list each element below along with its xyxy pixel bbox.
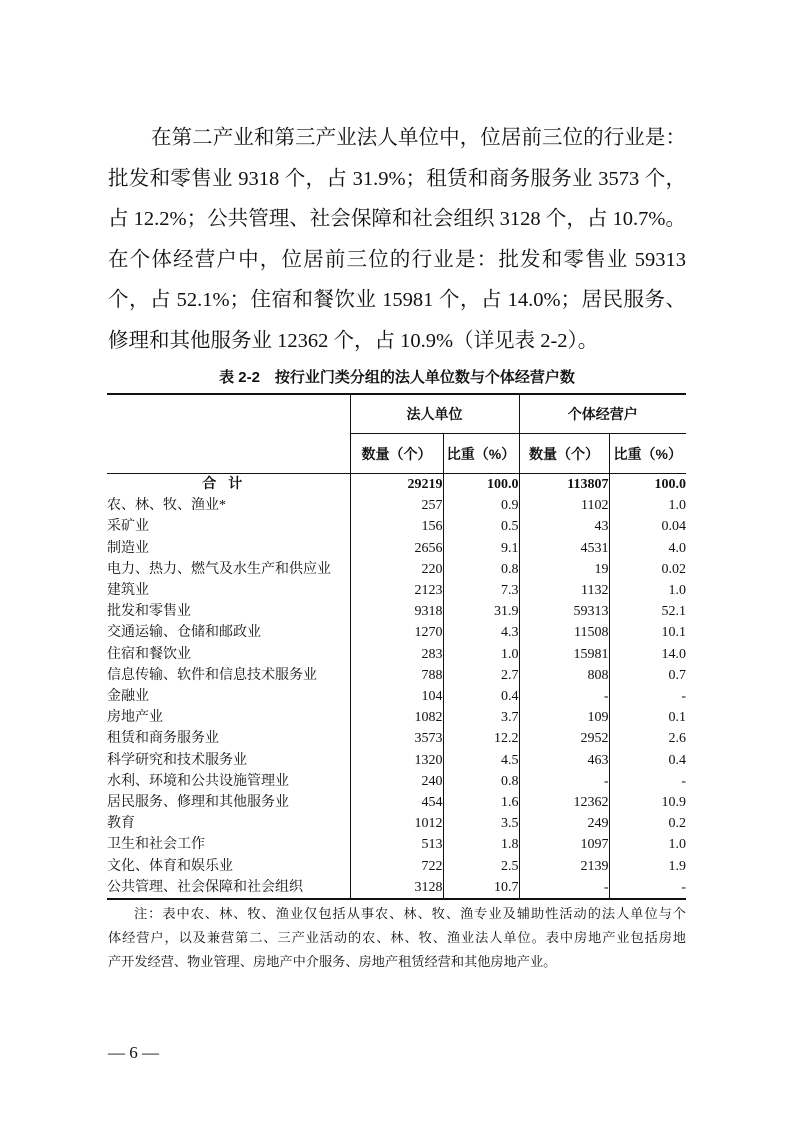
header-legal-count: 数量（个） xyxy=(350,434,443,474)
individual-count-cell: 19 xyxy=(519,559,609,580)
total-legal-share: 100.0 xyxy=(443,474,519,496)
individual-count-cell: 2952 xyxy=(519,728,609,749)
industry-label: 信息传输、软件和信息技术服务业 xyxy=(107,665,350,686)
paragraph-line: 在个体经营户中，位居前三位的行业是：批发和零售业 59313 xyxy=(108,248,686,271)
table-row xyxy=(107,856,686,877)
individual-share-cell: 10.9 xyxy=(661,795,686,811)
legal-share-cell: 2.5 xyxy=(443,856,519,877)
legal-count-cell: 1320 xyxy=(350,750,443,771)
individual-count-cell: 1132 xyxy=(519,580,609,601)
table-row xyxy=(107,686,686,707)
header-legal-units: 法人单位 xyxy=(350,394,519,434)
legal-count-cell: 1082 xyxy=(350,707,443,728)
header-corner-cell xyxy=(107,394,350,474)
individual-count-cell: 808 xyxy=(519,665,609,686)
individual-share-cell: 0.02 xyxy=(661,561,686,577)
note-line: 产开发经营、物业管理、房地产中介服务、房地产租赁经营和其他房地产业。 xyxy=(108,954,557,969)
individual-count-cell: 43 xyxy=(519,516,609,537)
legal-share-cell: 0.8 xyxy=(443,559,519,580)
legal-count-cell: 220 xyxy=(350,559,443,580)
individual-share-cell: 0.1 xyxy=(668,710,686,726)
industry-label: 电力、热力、燃气及水生产和供应业 xyxy=(107,559,350,580)
individual-share-cell: 10.1 xyxy=(661,625,686,641)
table-row xyxy=(107,559,686,580)
individual-share-cell: 0.04 xyxy=(661,519,686,535)
individual-share-cell: 4.0 xyxy=(668,540,686,556)
table-row xyxy=(107,665,686,686)
table-row xyxy=(107,750,686,771)
total-legal-count: 29219 xyxy=(350,474,443,496)
individual-count-cell: 249 xyxy=(519,813,609,834)
legal-share-cell: 0.8 xyxy=(443,771,519,792)
individual-count-cell: - xyxy=(519,771,609,792)
total-row xyxy=(107,474,686,496)
legal-share-cell: 0.4 xyxy=(443,686,519,707)
individual-count-cell: 4531 xyxy=(519,538,609,559)
paragraph-line: 在第二产业和第三产业法人单位中，位居前三位的行业是： xyxy=(151,127,686,149)
legal-share-cell: 1.6 xyxy=(443,792,519,813)
individual-count-cell: 1097 xyxy=(519,834,609,855)
legal-count-cell: 156 xyxy=(350,516,443,537)
industry-label: 金融业 xyxy=(107,686,350,707)
legal-share-cell: 12.2 xyxy=(443,728,519,749)
paragraph-line: 批发和零售业 9318 个，占 31.9%；租赁和商务服务业 3573 个， xyxy=(108,167,686,190)
individual-count-cell: 12362 xyxy=(519,792,609,813)
header-legal-share: 比重（%） xyxy=(443,434,519,474)
industry-label: 批发和零售业 xyxy=(107,601,350,622)
legal-count-cell: 454 xyxy=(350,792,443,813)
individual-share-cell: 0.7 xyxy=(668,667,686,683)
legal-share-cell: 3.7 xyxy=(443,707,519,728)
legal-share-cell: 1.8 xyxy=(443,834,519,855)
individual-share-cell: 1.0 xyxy=(668,583,686,599)
industry-label: 农、林、牧、渔业* xyxy=(107,495,350,516)
industry-label: 交通运输、仓储和邮政业 xyxy=(107,622,350,643)
industry-label: 住宿和餐饮业 xyxy=(107,644,350,665)
total-individual-count: 113807 xyxy=(519,474,609,496)
table-row xyxy=(107,813,686,834)
legal-share-cell: 0.9 xyxy=(443,495,519,516)
legal-share-cell: 7.3 xyxy=(443,580,519,601)
table-row xyxy=(107,622,686,643)
legal-count-cell: 1270 xyxy=(350,622,443,643)
note-line: 注：表中农、林、牧、渔业仅包括从事农、林、牧、渔专业及辅助性活动的法人单位与个 xyxy=(134,906,686,921)
individual-share-cell: 1.0 xyxy=(668,837,686,853)
legal-share-cell: 3.5 xyxy=(443,813,519,834)
table-row xyxy=(107,792,686,813)
industry-label: 卫生和社会工作 xyxy=(107,834,350,855)
individual-share-cell: 0.2 xyxy=(668,816,686,832)
legal-count-cell: 1012 xyxy=(350,813,443,834)
industry-label: 租赁和商务服务业 xyxy=(107,728,350,749)
note-line: 体经营户，以及兼营第二、三产业活动的农、林、牧、渔业法人单位。表中房地产业包括房地 xyxy=(108,930,686,945)
individual-count-cell: - xyxy=(519,877,609,899)
individual-share-cell: 1.0 xyxy=(668,498,686,514)
table-note xyxy=(108,902,686,974)
legal-count-cell: 240 xyxy=(350,771,443,792)
individual-count-cell: 15981 xyxy=(519,644,609,665)
individual-share-cell: - xyxy=(681,879,686,895)
paragraph-line: 个，占 52.1%；住宿和餐饮业 15981 个，占 14.0%；居民服务、 xyxy=(108,289,686,312)
industry-table xyxy=(107,393,686,900)
header-row-groups xyxy=(107,394,686,434)
individual-count-cell: 109 xyxy=(519,707,609,728)
legal-count-cell: 3573 xyxy=(350,728,443,749)
table-row xyxy=(107,877,686,899)
table-row xyxy=(107,644,686,665)
industry-label: 教育 xyxy=(107,813,350,834)
legal-share-cell: 9.1 xyxy=(443,538,519,559)
individual-share-cell: 52.1 xyxy=(661,604,686,620)
individual-count-cell: 11508 xyxy=(519,622,609,643)
industry-label: 科学研究和技术服务业 xyxy=(107,750,350,771)
legal-count-cell: 513 xyxy=(350,834,443,855)
legal-count-cell: 2656 xyxy=(350,538,443,559)
legal-share-cell: 31.9 xyxy=(443,601,519,622)
legal-share-cell: 2.7 xyxy=(443,665,519,686)
industry-label: 制造业 xyxy=(107,538,350,559)
industry-label: 建筑业 xyxy=(107,580,350,601)
table-row xyxy=(107,538,686,559)
total-label: 合计 xyxy=(107,474,350,496)
legal-count-cell: 283 xyxy=(350,644,443,665)
industry-label: 居民服务、修理和其他服务业 xyxy=(107,792,350,813)
table-title: 表 2-2 按行业门类分组的法人单位数与个体经营户数 xyxy=(219,369,575,386)
individual-share-cell: - xyxy=(681,773,686,789)
paragraph-line: 占 12.2%；公共管理、社会保障和社会组织 3128 个，占 10.7%。 xyxy=(108,208,686,231)
individual-count-cell: 463 xyxy=(519,750,609,771)
legal-share-cell: 1.0 xyxy=(443,644,519,665)
legal-share-cell: 0.5 xyxy=(443,516,519,537)
individual-count-cell: 2139 xyxy=(519,856,609,877)
legal-count-cell: 104 xyxy=(350,686,443,707)
individual-count-cell: - xyxy=(519,686,609,707)
individual-share-cell: 2.6 xyxy=(668,731,686,747)
industry-label: 水利、环境和公共设施管理业 xyxy=(107,771,350,792)
legal-count-cell: 257 xyxy=(350,495,443,516)
table-row xyxy=(107,495,686,516)
page-number: — 6 — xyxy=(108,1043,159,1062)
legal-count-cell: 722 xyxy=(350,856,443,877)
body-paragraph xyxy=(108,118,686,362)
individual-count-cell: 59313 xyxy=(519,601,609,622)
paragraph-line: 修理和其他服务业 12362 个，占 10.9%（详见表 2-2）。 xyxy=(108,329,599,352)
industry-label: 房地产业 xyxy=(107,707,350,728)
industry-label: 采矿业 xyxy=(107,516,350,537)
table-row xyxy=(107,601,686,622)
header-individual-households: 个体经营户 xyxy=(519,394,686,434)
table-row xyxy=(107,707,686,728)
industry-label: 文化、体育和娱乐业 xyxy=(107,856,350,877)
header-individual-count: 数量（个） xyxy=(519,434,609,474)
table-row xyxy=(107,516,686,537)
legal-count-cell: 2123 xyxy=(350,580,443,601)
table-row xyxy=(107,728,686,749)
legal-share-cell: 4.3 xyxy=(443,622,519,643)
legal-count-cell: 3128 xyxy=(350,877,443,899)
table-row xyxy=(107,834,686,855)
legal-share-cell: 4.5 xyxy=(443,750,519,771)
total-individual-share: 100.0 xyxy=(654,477,686,492)
table-row xyxy=(107,580,686,601)
individual-count-cell: 1102 xyxy=(519,495,609,516)
header-individual-share: 比重（%） xyxy=(609,434,686,474)
individual-share-cell: 1.9 xyxy=(668,858,686,874)
industry-label: 公共管理、社会保障和社会组织 xyxy=(107,877,350,899)
table-row xyxy=(107,771,686,792)
legal-share-cell: 10.7 xyxy=(443,877,519,899)
individual-share-cell: 0.4 xyxy=(668,752,686,768)
table-body xyxy=(107,474,686,900)
individual-share-cell: - xyxy=(681,689,686,705)
legal-count-cell: 788 xyxy=(350,665,443,686)
legal-count-cell: 9318 xyxy=(350,601,443,622)
individual-share-cell: 14.0 xyxy=(661,646,686,662)
